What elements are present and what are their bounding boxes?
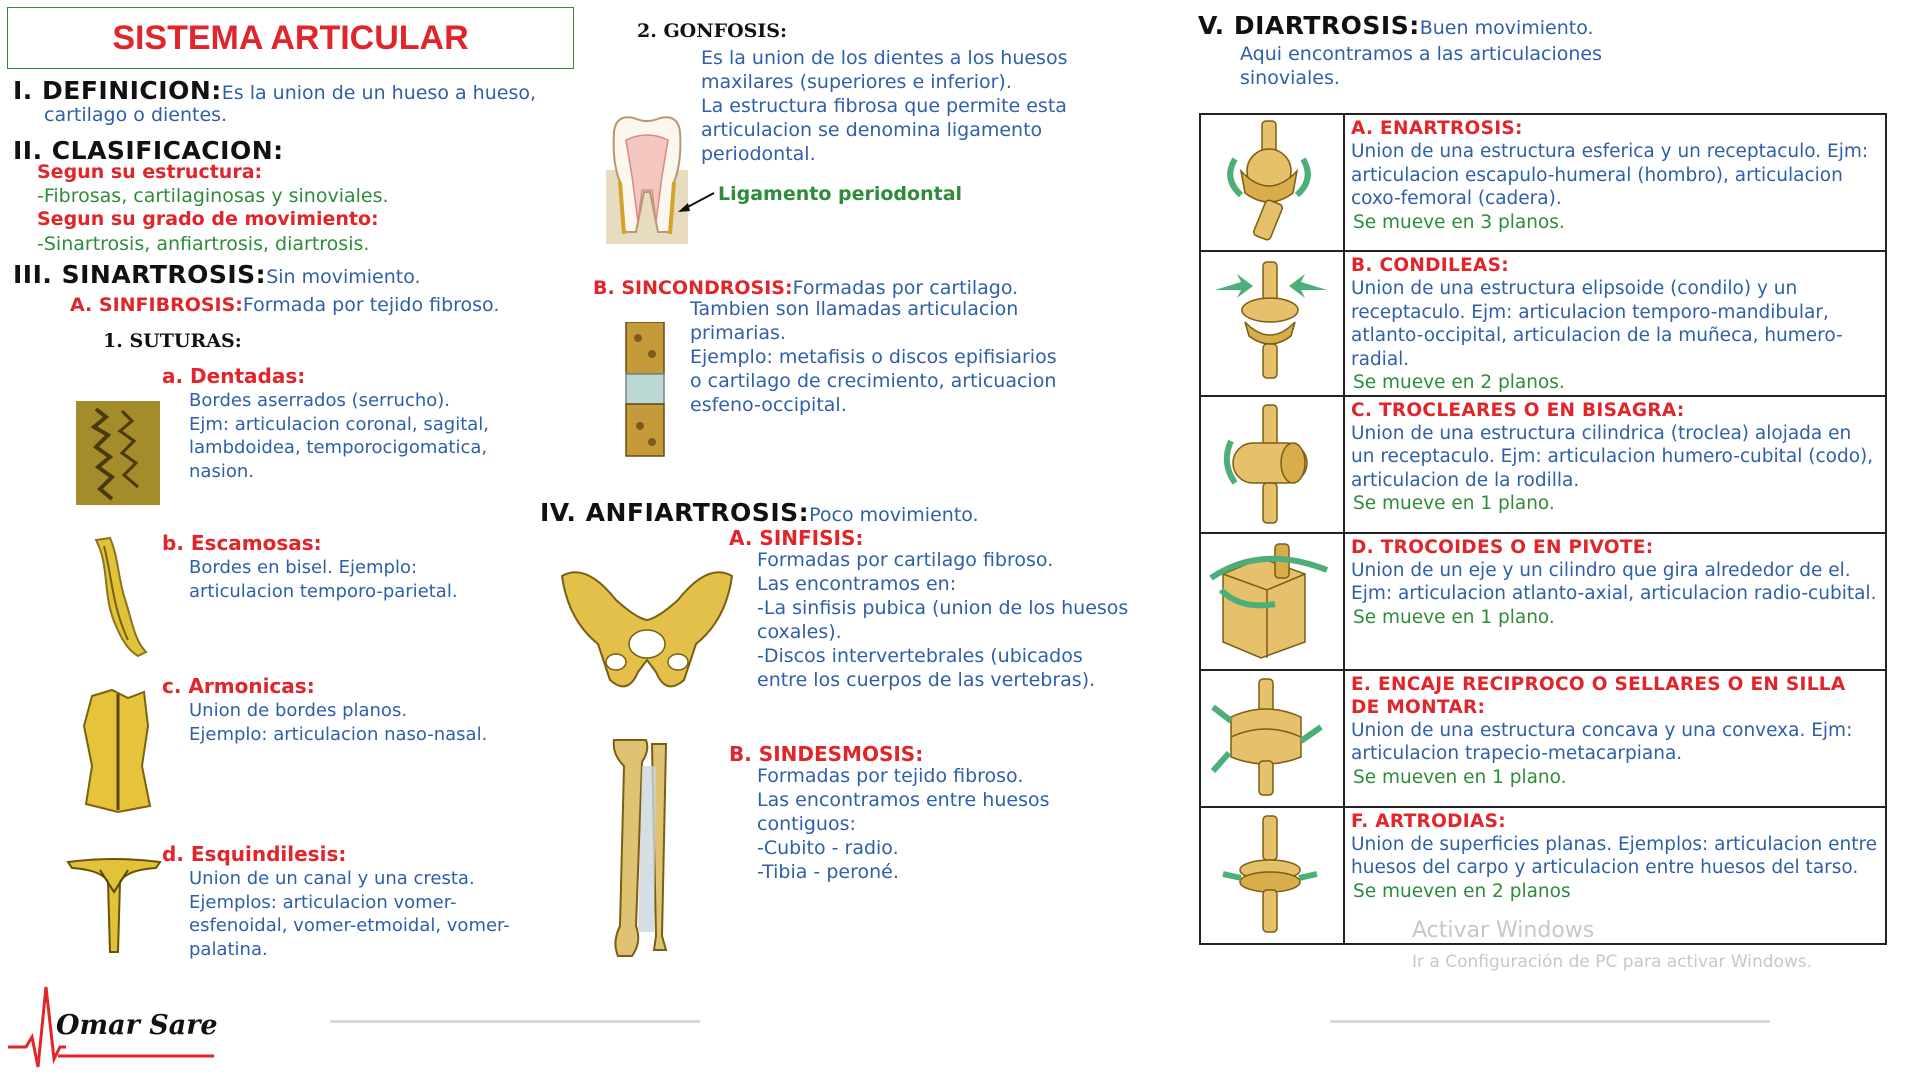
armonicas-label: c. Armonicas: [162, 674, 315, 698]
joint-icon-cell [1200, 114, 1344, 251]
sinartrosis-title: III. SINARTROSIS: [13, 260, 267, 289]
sinfisis-label: A. SINFISIS: [729, 526, 864, 550]
sinfisis-line: -La sinfisis pubica (union de los huesos [757, 597, 1129, 619]
diartrosis-title: V. DIARTROSIS: [1198, 11, 1420, 40]
sincondrosis-text-line: Tambien son llamadas articulacion [690, 298, 1019, 320]
escamosas-text [189, 556, 458, 603]
table-row [1200, 670, 1886, 807]
watermark-title: Activar Windows [1412, 918, 1595, 943]
joint-text-cell [1344, 670, 1886, 807]
title-box [7, 7, 574, 69]
armonicas-line: Union de bordes planos. [189, 700, 408, 721]
joint-icon-cell [1200, 670, 1344, 807]
gonfosis-heading: 2. GONFOSIS: [637, 20, 787, 42]
esquindilesis-line: palatina. [189, 938, 268, 960]
trocleares-title: C. TROCLEARES O EN BISAGRA: [1351, 399, 1685, 421]
diartrosis-desc: Buen movimiento. [1419, 17, 1594, 39]
ligamento-label: Ligamento periodontal [718, 183, 963, 205]
armonicas-line: Ejemplo: articulacion naso-nasal. [189, 723, 488, 745]
diartrosis-heading [1198, 11, 1594, 40]
diartrosis-text [1240, 42, 1602, 90]
sinfibrosis-label: A. SINFIBROSIS: [70, 294, 243, 316]
dentadas-line: lambdoidea, temporocigomatica, [189, 437, 488, 458]
ligamento-arrow-icon [676, 190, 716, 214]
sindesmosis-label: B. SINDESMOSIS: [729, 742, 924, 766]
table-row [1200, 533, 1886, 670]
esquindilesis-text [189, 867, 510, 961]
artrodias-movement: Se mueven en 2 planos [1353, 880, 1571, 902]
suturas-label: 1. SUTURAS: [103, 330, 242, 352]
condyloid-joint-icon [1201, 252, 1341, 385]
definicion-heading [13, 76, 536, 105]
footer-divider [1330, 1020, 1770, 1023]
page-title: SISTEMA ARTICULAR [112, 18, 469, 57]
condileas-title: B. CONDILEAS: [1351, 255, 1509, 276]
watermark-subtitle: Ir a Configuración de PC para activar Windows. [1412, 952, 1813, 972]
sinfibrosis-line [70, 294, 499, 316]
sincondrosis-text-line: primarias. [690, 322, 786, 344]
joint-icon-cell [1200, 251, 1344, 396]
dentadas-line: Bordes aserrados (serrucho). [189, 390, 451, 411]
esquindilesis-suture-image [66, 852, 162, 958]
plane-joint-icon [1201, 808, 1341, 941]
sindesmosis-line: Formadas por tejido fibroso. [757, 765, 1024, 787]
sinartrosis-heading [13, 260, 421, 289]
trocleares-movement: Se mueve en 1 plano. [1353, 493, 1555, 514]
artrodias-desc: Union de superficies planas. Ejemplos: articulacion entre huesos del carpo y articulacion entre huesos del tarso. [1351, 833, 1878, 878]
sincondrosis-text-line: esfeno-occipital. [690, 394, 847, 416]
sinfisis-line: Las encontramos en: [757, 573, 957, 595]
joint-icon-cell [1200, 807, 1344, 944]
sincondrosis-line [593, 277, 1018, 299]
escamosas-suture-image [88, 536, 152, 660]
sinfibrosis-text: Formada por tejido fibroso. [242, 294, 500, 316]
table-row [1200, 251, 1886, 396]
gonfosis-line: Es la union de los dientes a los huesos [701, 47, 1068, 69]
pelvis-image [556, 560, 738, 700]
esquindilesis-label: d. Esquindilesis: [162, 842, 347, 866]
diartrosis-line: sinoviales. [1240, 67, 1340, 89]
joint-icon-cell [1200, 396, 1344, 533]
dentadas-label: a. Dentadas: [162, 364, 306, 388]
dentadas-line: nasion. [189, 460, 254, 482]
escamosas-label: b. Escamosas: [162, 531, 322, 555]
artrodias-title: F. ARTRODIAS: [1351, 810, 1506, 832]
sindesmosis-line: -Cubito - radio. [757, 837, 899, 859]
condileas-desc: Union de una estructura elipsoide (condilo) y un receptaculo. Ejm: articulacion temporo-mandibular, atlanto-occipital, articulacion de la muñeca, humero-radial. [1351, 278, 1843, 370]
sinfisis-line: entre los cuerpos de las vertebras). [757, 669, 1096, 691]
joint-text-cell [1344, 114, 1886, 251]
sinfisis-text [757, 548, 1128, 692]
sinfisis-line: Formadas por cartilago fibroso. [757, 549, 1054, 571]
clasificacion-movimiento-label: Segun su grado de movimiento: [37, 208, 379, 230]
clasificacion-estructura-label: Segun su estructura: [37, 161, 263, 183]
dentadas-suture-image [76, 401, 160, 505]
table-row [1200, 396, 1886, 533]
sincondrosis-text-line: Ejemplo: metafisis o discos epifisiarios [690, 346, 1057, 368]
tibia-fibula-image [606, 736, 676, 962]
tooth-image [604, 112, 690, 246]
trocoides-desc: Union de un eje y un cilindro que gira alrededor de el. Ejm: articulacion atlanto-axial, articulacion radio-cubital. [1351, 559, 1877, 604]
clasificacion-movimiento-text: -Sinartrosis, anfiartrosis, diartrosis. [37, 233, 370, 255]
anfiartrosis-heading [540, 498, 979, 527]
gonfosis-line: maxilares (superiores e inferior). [701, 71, 1012, 93]
sinfisis-line: -Discos intervertebrales (ubicados [757, 645, 1083, 667]
definicion-text: Es la union de un hueso a hueso, [221, 82, 537, 104]
sellares-desc: Union de una estructura concava y una convexa. Ejm: articulacion trapecio-metacarpiana. [1351, 719, 1853, 764]
hinge-joint-icon [1201, 397, 1341, 530]
joint-text-cell [1344, 396, 1886, 533]
diartrosis-table [1199, 113, 1887, 945]
author-name: Omar Sare [56, 1010, 218, 1041]
esquindilesis-line: Ejemplos: articulacion vomer- [189, 891, 457, 913]
joint-text-cell [1344, 251, 1886, 396]
pivot-joint-icon [1201, 534, 1341, 667]
sincondrosis-bone-image [624, 322, 666, 458]
definicion-text-2: cartilago o dientes. [44, 104, 228, 126]
sincondrosis-desc: Formadas por cartilago. [792, 277, 1019, 299]
enartrosis-title: A. ENARTROSIS: [1351, 118, 1523, 139]
sincondrosis-text-line: o cartilago de crecimiento, articuacion [690, 370, 1057, 392]
trocoides-movement: Se mueve en 1 plano. [1353, 606, 1555, 628]
esquindilesis-line: esfenoidal, vomer-etmoidal, vomer- [189, 915, 510, 936]
ball-socket-joint-icon [1201, 115, 1341, 248]
armonicas-suture-image [78, 686, 158, 814]
sindesmosis-text [757, 764, 1050, 884]
definicion-title: I. DEFINICION: [13, 76, 222, 105]
sindesmosis-line: contiguos: [757, 813, 856, 835]
escamosas-line: articulacion temporo-parietal. [189, 580, 458, 602]
sellares-title: E. ENCAJE RECIPROCO O SELLARES O EN SILLA DE MONTAR: [1351, 673, 1846, 718]
sindesmosis-line: Las encontramos entre huesos [757, 789, 1050, 811]
joint-icon-cell [1200, 533, 1344, 670]
sincondrosis-text [690, 297, 1057, 417]
sellares-movement: Se mueven en 1 plano. [1353, 766, 1567, 788]
escamosas-line: Bordes en bisel. Ejemplo: [189, 557, 418, 578]
anfiartrosis-title: IV. ANFIARTROSIS: [540, 498, 810, 527]
gonfosis-line: periodontal. [701, 143, 816, 165]
sindesmosis-line: -Tibia - peroné. [757, 861, 899, 883]
condileas-movement: Se mueve en 2 planos. [1353, 372, 1565, 393]
dentadas-text [189, 389, 489, 483]
dentadas-line: Ejm: articulacion coronal, sagital, [189, 413, 490, 435]
sincondrosis-label: B. SINCONDROSIS: [593, 277, 793, 299]
enartrosis-desc: Union de una estructura esferica y un receptaculo. Ejm: articulacion escapulo-humeral (hombro), articulacion coxo-femoral (cadera). [1351, 141, 1869, 209]
sinartrosis-desc: Sin movimiento. [266, 266, 421, 288]
esquindilesis-line: Union de un canal y una cresta. [189, 868, 475, 889]
gonfosis-text [701, 46, 1067, 166]
diartrosis-line: Aqui encontramos a las articulaciones [1240, 43, 1603, 65]
joint-text-cell [1344, 533, 1886, 670]
trocleares-desc: Union de una estructura cilindrica (troclea) alojada en un receptaculo. Ejm: articulacion humero-cubital (codo), articulacion de la rodilla. [1351, 422, 1874, 491]
anfiartrosis-desc: Poco movimiento. [809, 504, 979, 526]
table-row [1200, 114, 1886, 251]
saddle-joint-icon [1201, 671, 1341, 804]
gonfosis-line: La estructura fibrosa que permite esta [701, 95, 1067, 117]
clasificacion-estructura-text: -Fibrosas, cartilaginosas y sinoviales. [37, 185, 389, 207]
sinfisis-line: coxales). [757, 621, 842, 643]
trocoides-title: D. TROCOIDES O EN PIVOTE: [1351, 536, 1654, 558]
footer-divider [330, 1020, 700, 1023]
enartrosis-movement: Se mueve en 3 planos. [1353, 211, 1565, 233]
armonicas-text [189, 699, 487, 746]
gonfosis-line: articulacion se denomina ligamento [701, 119, 1043, 141]
clasificacion-heading: II. CLASIFICACION: [13, 136, 284, 165]
